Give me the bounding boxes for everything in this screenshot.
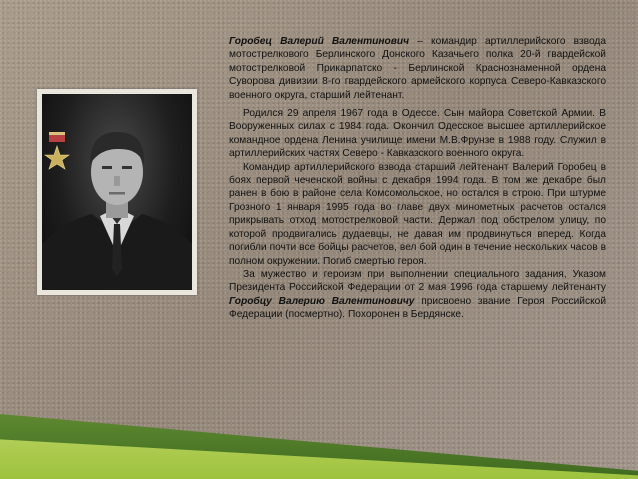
bio-award-end: присвоено звание Героя Российской Федерации (посмертно). Похоронен в Бердянске.	[229, 295, 607, 321]
bio-birth-paragraph: Родился 29 апреля 1967 года в Одессе. Сын майора Советской Армии. В Вооруженных силах с 1984 года. Окончил Одесское высшее артиллерийское командное ордена Ленина училище имени М.В.Фрунзе в 1988 году. Служил в артиллерийских частях Северо - Кавказского военного округа.	[229, 108, 606, 160]
portrait-photo	[37, 89, 197, 295]
bio-war-paragraph: Командир артиллерийского взвода старший лейтенант Валерий Горобец в боях первой чеченской войны с декабря 1994 года. В том же декабре был ранен в бою в районе села Комсомольское, но остался в строю. При штурме Грозного 1 января 1995 года во главе двух минометных расчетов остался прикрывать отход мотострелковой части. Держал под обстрелом улицу, по которой продвигались дудаевцы, не давая им продвинуться вперед. Когда погибли почти все бойцы расчетов, вел бой один в течение нескольких часов в полном окружении. Погиб смертью героя.	[229, 161, 606, 267]
biography-text	[229, 35, 606, 322]
bio-intro-rest: – командир артиллерийского взвода мотострелкового Берлинского Донского Казачьего полка 20-й гвардейской мотострелковой Прикарпатско - Берлинской Краснознаменной ордена Суворова дивизии 8-го гвардейского армейского корпуса Северо-Кавказского военного округа, старший лейтенант.	[229, 36, 606, 101]
hero-name-dative: Горобцу Валерию Валентиновичу	[229, 295, 415, 307]
bio-award-paragraph	[229, 268, 606, 322]
portrait-image	[42, 94, 192, 290]
hero-star-icon	[44, 132, 70, 176]
hero-name: Горобец Валерий Валентинович	[229, 36, 410, 47]
bio-intro-paragraph	[229, 35, 606, 102]
bio-award-start: За мужество и героизм при выполнении специального задания, Указом Президента Российской Федерации от 2 мая 1996 года старшему лейтенанту	[229, 268, 606, 294]
